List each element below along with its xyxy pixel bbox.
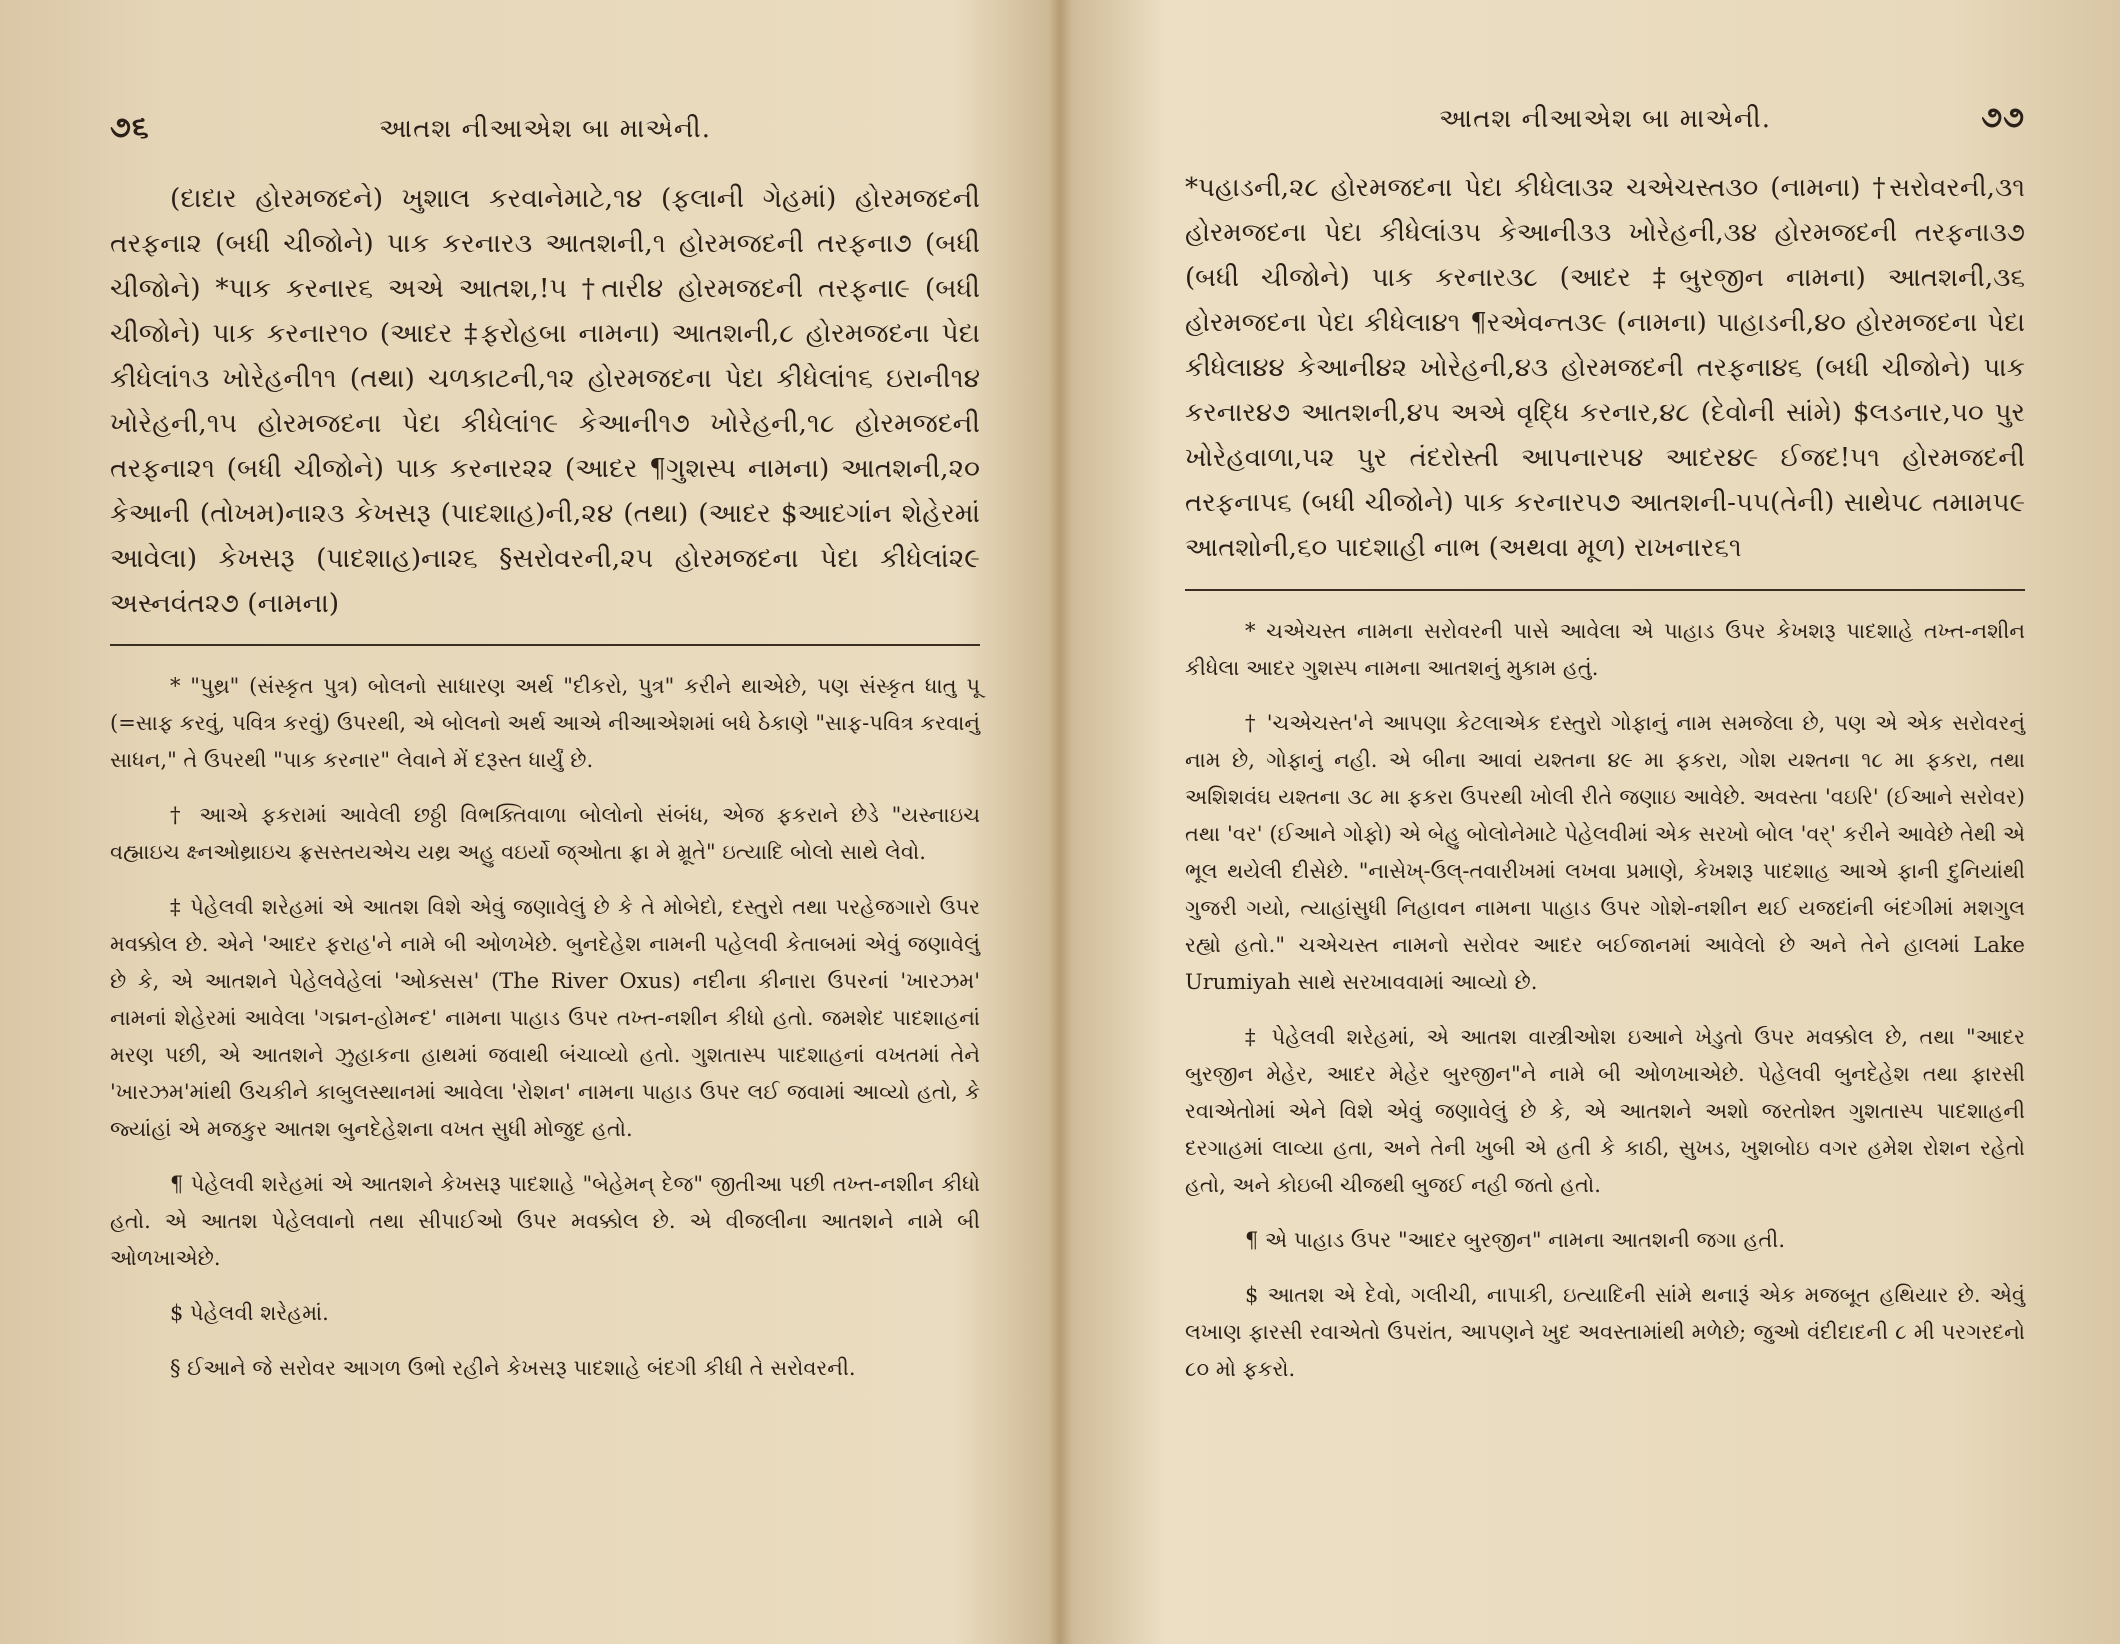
left-footnote-6: § ઈઆને જે સરોવર આગળ ઉભો રહીને કેખસરૂ પાદશાહે બંદગી કીધી તે સરોવરની. (170, 1356, 856, 1380)
left-footnote-5: $ પેહેલવી શરેહમાં. (170, 1301, 329, 1325)
right-footnote-1: * ચએચસ્ત નામના સરોવરની પાસે આવેલા એ પાહાડ ઉપર કેખશરૂ પાદશાહે તખ્ત-નશીન કીધેલા આદર ગુશસ્પ નામના આતશનું મુકામ હતું. (1185, 619, 2025, 680)
left-main-text: (દાદાર હોરમજદને) ખુશાલ કરવાનેમાટે,૧૪ (ફલાની ગેહમાં) હોરમજદની તરફના૨ (બધી ચીજોને) પાક કરનાર૩ આતશની,૧ હોરમજદની તરફના૭ (બધી ચીજોને) *પાક કરનાર૬ અએ આતશ,!૫ †તારી૪ હોરમજદની તરફના૯ (બધી ચીજોને) પાક કરનાર૧૦ (આદર ‡ફરોહબા નામના) આતશની,૮ હોરમજદના પેદા કીધેલાં૧૩ ખોરેહની૧૧ (તથા) ચળકાટની,૧૨ હોરમજદના પેદા કીધેલાં૧૬ ઇરાની૧૪ ખોરેહની,૧૫ હોરમજદના પેદા કીધેલાં૧૯ કેઆની૧૭ ખોરેહની,૧૮ હોરમજદની તરફના૨૧ (બધી ચીજોને) પાક કરનાર૨૨ (આદર ¶ગુશસ્પ નામના) આતશની,૨૦ કેઆની (તોખમ)ના૨૩ કેખસરૂ (પાદશાહ)ની,૨૪ (તથા) (આદર $આદગાંન શેહેરમાં આવેલા) કેખસરૂ (પાદશાહ)ના૨૬ §સરોવરની,૨૫ હોરમજદના પેદા કીધેલાં૨૯ અસ્નવંત૨૭ (નામના) (110, 183, 980, 619)
left-footnote-4: ¶ પેહેલવી શરેહમાં એ આતશને કેખસરૂ પાદશાહે "બેહેમન્ દેજ" જીતીઆ પછી તખ્ત-નશીન કીધો હતો. એ આતશ પેહેલવાનો તથા સીપાઈઓ ઉપર મવક્કોલ છે. એ વીજલીના આતશને નામે બી ઓળખાએછે. (110, 1172, 980, 1270)
right-footnote-2: † 'ચએચસ્ત'ને આપણા કેટલાએક દસ્તુરો ગોફાનું નામ સમજેલા છે, પણ એ એક સરોવરનું નામ છે, ગોફાનું નહી. એ બીના આવાં યશ્તના ૪૯ મા ફકરા, ગોશ યશ્તના ૧૮ મા ફકરા, તથા અશિશવંઘ યશ્તના ૩૮ મા ફકરા ઉપરથી ખોલી રીતે જણાઇ આવેછે. અવસ્તા 'વઇરિ' (ઈઆને સરોવર) તથા 'વર' (ઈઆને ગોફો) એ બેહુ બોલોનેમાટે પેહેલવીમાં એક સરખો બોલ 'વર્' કરીને આવેછે તેથી એ ભૂલ થયેલી દીસેછે. "નાસેખ્-ઉલ્-તવારીખમાં લખવા પ્રમાણે, કેખશરૂ પાદશાહ આએ ફાની દુનિયાંથી ગુજરી ગયો, ત્યાહાંસુધી નિહાવન નામના પાહાડ ઉપર ગોશે-નશીન થઈ યજદાંની બંદગીમાં મશગુલ રહ્યો હતો." ચએચસ્ત નામનો સરોવર આદર બઈજાનમાં આવેલો છે અને તેને હાલમાં Lake Urumiyah સાથે સરખાવવામાં આવ્યો છે. (1185, 711, 2025, 994)
left-footnote-2: † આએ ફકરામાં આવેલી છઠ્ઠી વિભક્તિવાળા બોલોનો સંબંધ, એજ ફકરાને છેડે "યસ્નાઇચ વહ્માઇચ ક્ષ્નઓથ્રાઇચ ફ્રસસ્તયએચ યથ્ર અહુ વઇર્યો જ્ઓતા ફ્રા મે મ્રૂતે" ઇત્યાદિ બોલો સાથે લેવો. (110, 803, 980, 864)
right-footnote-3: ‡ પેહેલવી શરેહમાં, એ આતશ વાસ્ત્રીઓશ ઇઆને ખેડુતો ઉપર મવક્કોલ છે, તથા "આદર બુરજીન મેહેર, આદર મેહેર બુરજીન"ને નામે બી ઓળખાએછે. પેહેલવી બુનદેહેશ તથા ફારસી રવાએતોમાં એને વિશે એવું જણાવેલું છે કે, એ આતશને અશો જરતોશ્ત ગુશતાસ્પ પાદશાહની દરગાહમાં લાવ્યા હતા, અને તેની ખુબી એ હતી કે કાઠી, સુખડ, ખુશબોઇ વગર હમેશ રોશન રહેતો હતો, અને કોઇબી ચીજથી બુજઈ નહી જતો હતો. (1185, 1025, 2025, 1197)
right-footnote-4: ¶ એ પાહાડ ઉપર "આદર બુરજીન" નામના આતશની જગા હતી. (1245, 1228, 1785, 1252)
right-page (1060, 0, 2120, 1644)
left-running-title: આતશ નીઆએશ બા માએની. (379, 114, 711, 144)
right-running-title: આતશ નીઆએશ બા માએની. (1439, 104, 1771, 134)
left-page-header (110, 110, 980, 154)
right-page-number: ૭૭ (1981, 100, 2025, 135)
right-page-header (1185, 100, 2025, 144)
right-footnote-rule (1185, 589, 2025, 591)
left-footnote-rule (110, 644, 980, 646)
right-main-text: *પહાડની,૨૮ હોરમજદના પેદા કીધેલા૩૨ ચએચસ્ત૩૦ (નામના) †સરોવરની,૩૧ હોરમજદના પેદા કીધેલાં૩૫ કેઆની૩૩ ખોરેહની,૩૪ હોરમજદની તરફના૩૭ (બધી ચીજોને) પાક કરનાર૩૮ (આદર ‡બુરજીન નામના) આતશની,૩૬ હોરમજદના પેદા કીધેલા૪૧ ¶રએવન્ત૩૯ (નામના) પાહાડની,૪૦ હોરમજદના પેદા કીધેલા૪૪ કેઆની૪૨ ખોરેહની,૪૩ હોરમજદની તરફના૪૬ (બધી ચીજોને) પાક કરનાર૪૭ આતશની,૪૫ અએ વૃદ્ધિ કરનાર,૪૮ (દેવોની સાંમે) $લડનાર,૫૦ પુર ખોરેહવાળા,૫૨ પુર તંદરોસ્તી આપનાર૫૪ આદર૪૯ ઈજદ!૫૧ હોરમજદની તરફના૫૬ (બધી ચીજોને) પાક કરનાર૫૭ આતશની-૫૫(તેની) સાથે૫૮ તમામ૫૯ આતશોની,૬૦ પાદશાહી નાભ (અથવા મૂળ) રાખનાર૬૧ (1185, 173, 2025, 563)
left-footnote-1: * "પુથ્ર" (સંસ્કૃત પુત્ર) બોલનો સાધારણ અર્થ "દીકરો, પુત્ર" કરીને થાએછે, પણ સંસ્કૃત ધાતુ પૂ (=સાફ કરવું, પવિત્ર કરવું) ઉપરથી, એ બોલનો અર્થ આએ નીઆએશમાં બધે ઠેકાણે "સાફ-પવિત્ર કરવાનું સાધન," તે ઉપરથી "પાક કરનાર" લેવાને મેં દરૂસ્ત ધાર્યું છે. (110, 674, 980, 772)
right-footnote-5: $ આતશ એ દેવો, ગલીચી, નાપાકી, ઇત્યાદિની સાંમે થનારૂં એક મજબૂત હથિયાર છે. એવું લખાણ ફારસી રવાએતો ઉપરાંત, આપણને ખુદ અવસ્તામાંથી મળેછે; જુઓ વંદીદાદની ૮ મી પરગરદનો ૮૦ મો ફકરો. (1185, 1283, 2026, 1381)
left-page (0, 0, 1050, 1644)
left-page-number: ૭૬ (110, 110, 150, 145)
left-footnote-3: ‡ પેહેલવી શરેહમાં એ આતશ વિશે એવું જણાવેલું છે કે તે મોબેદો, દસ્તુરો તથા પરહેજગારો ઉપર મવક્કોલ છે. એને 'આદર ફરાહ'ને નામે બી ઓળખેછે. બુનદેહેશ નામની પહેલવી કેતાબમાં એવું જણાવેલું છે કે, એ આતશને પેહેલવેહેલાં 'ઓક્સસ' (The River Oxus) નદીના કીનારા ઉપરનાં 'ખારઝમ' નામનાં શેહેરમાં આવેલા 'ગદ્મન-હોમન્દ' નામના પાહાડ ઉપર તખ્ત-નશીન કીધો હતો. જમશેદ પાદશાહનાં મરણ પછી, એ આતશને ઝુહાકના હાથમાં જવાથી બંચાવ્યો હતો. ગુશતાસ્પ પાદશાહનાં વખતમાં તેને 'ખારઝમ'માંથી ઉચકીને કાબુલસ્થાનમાં આવેલા 'રોશન' નામના પાહાડ ઉપર લઈ જવામાં આવ્યો હતો, કે જ્યાંહાં એ મજકુર આતશ બુનદેહેશના વખત સુધી મોજુદ હતો. (110, 895, 980, 1141)
